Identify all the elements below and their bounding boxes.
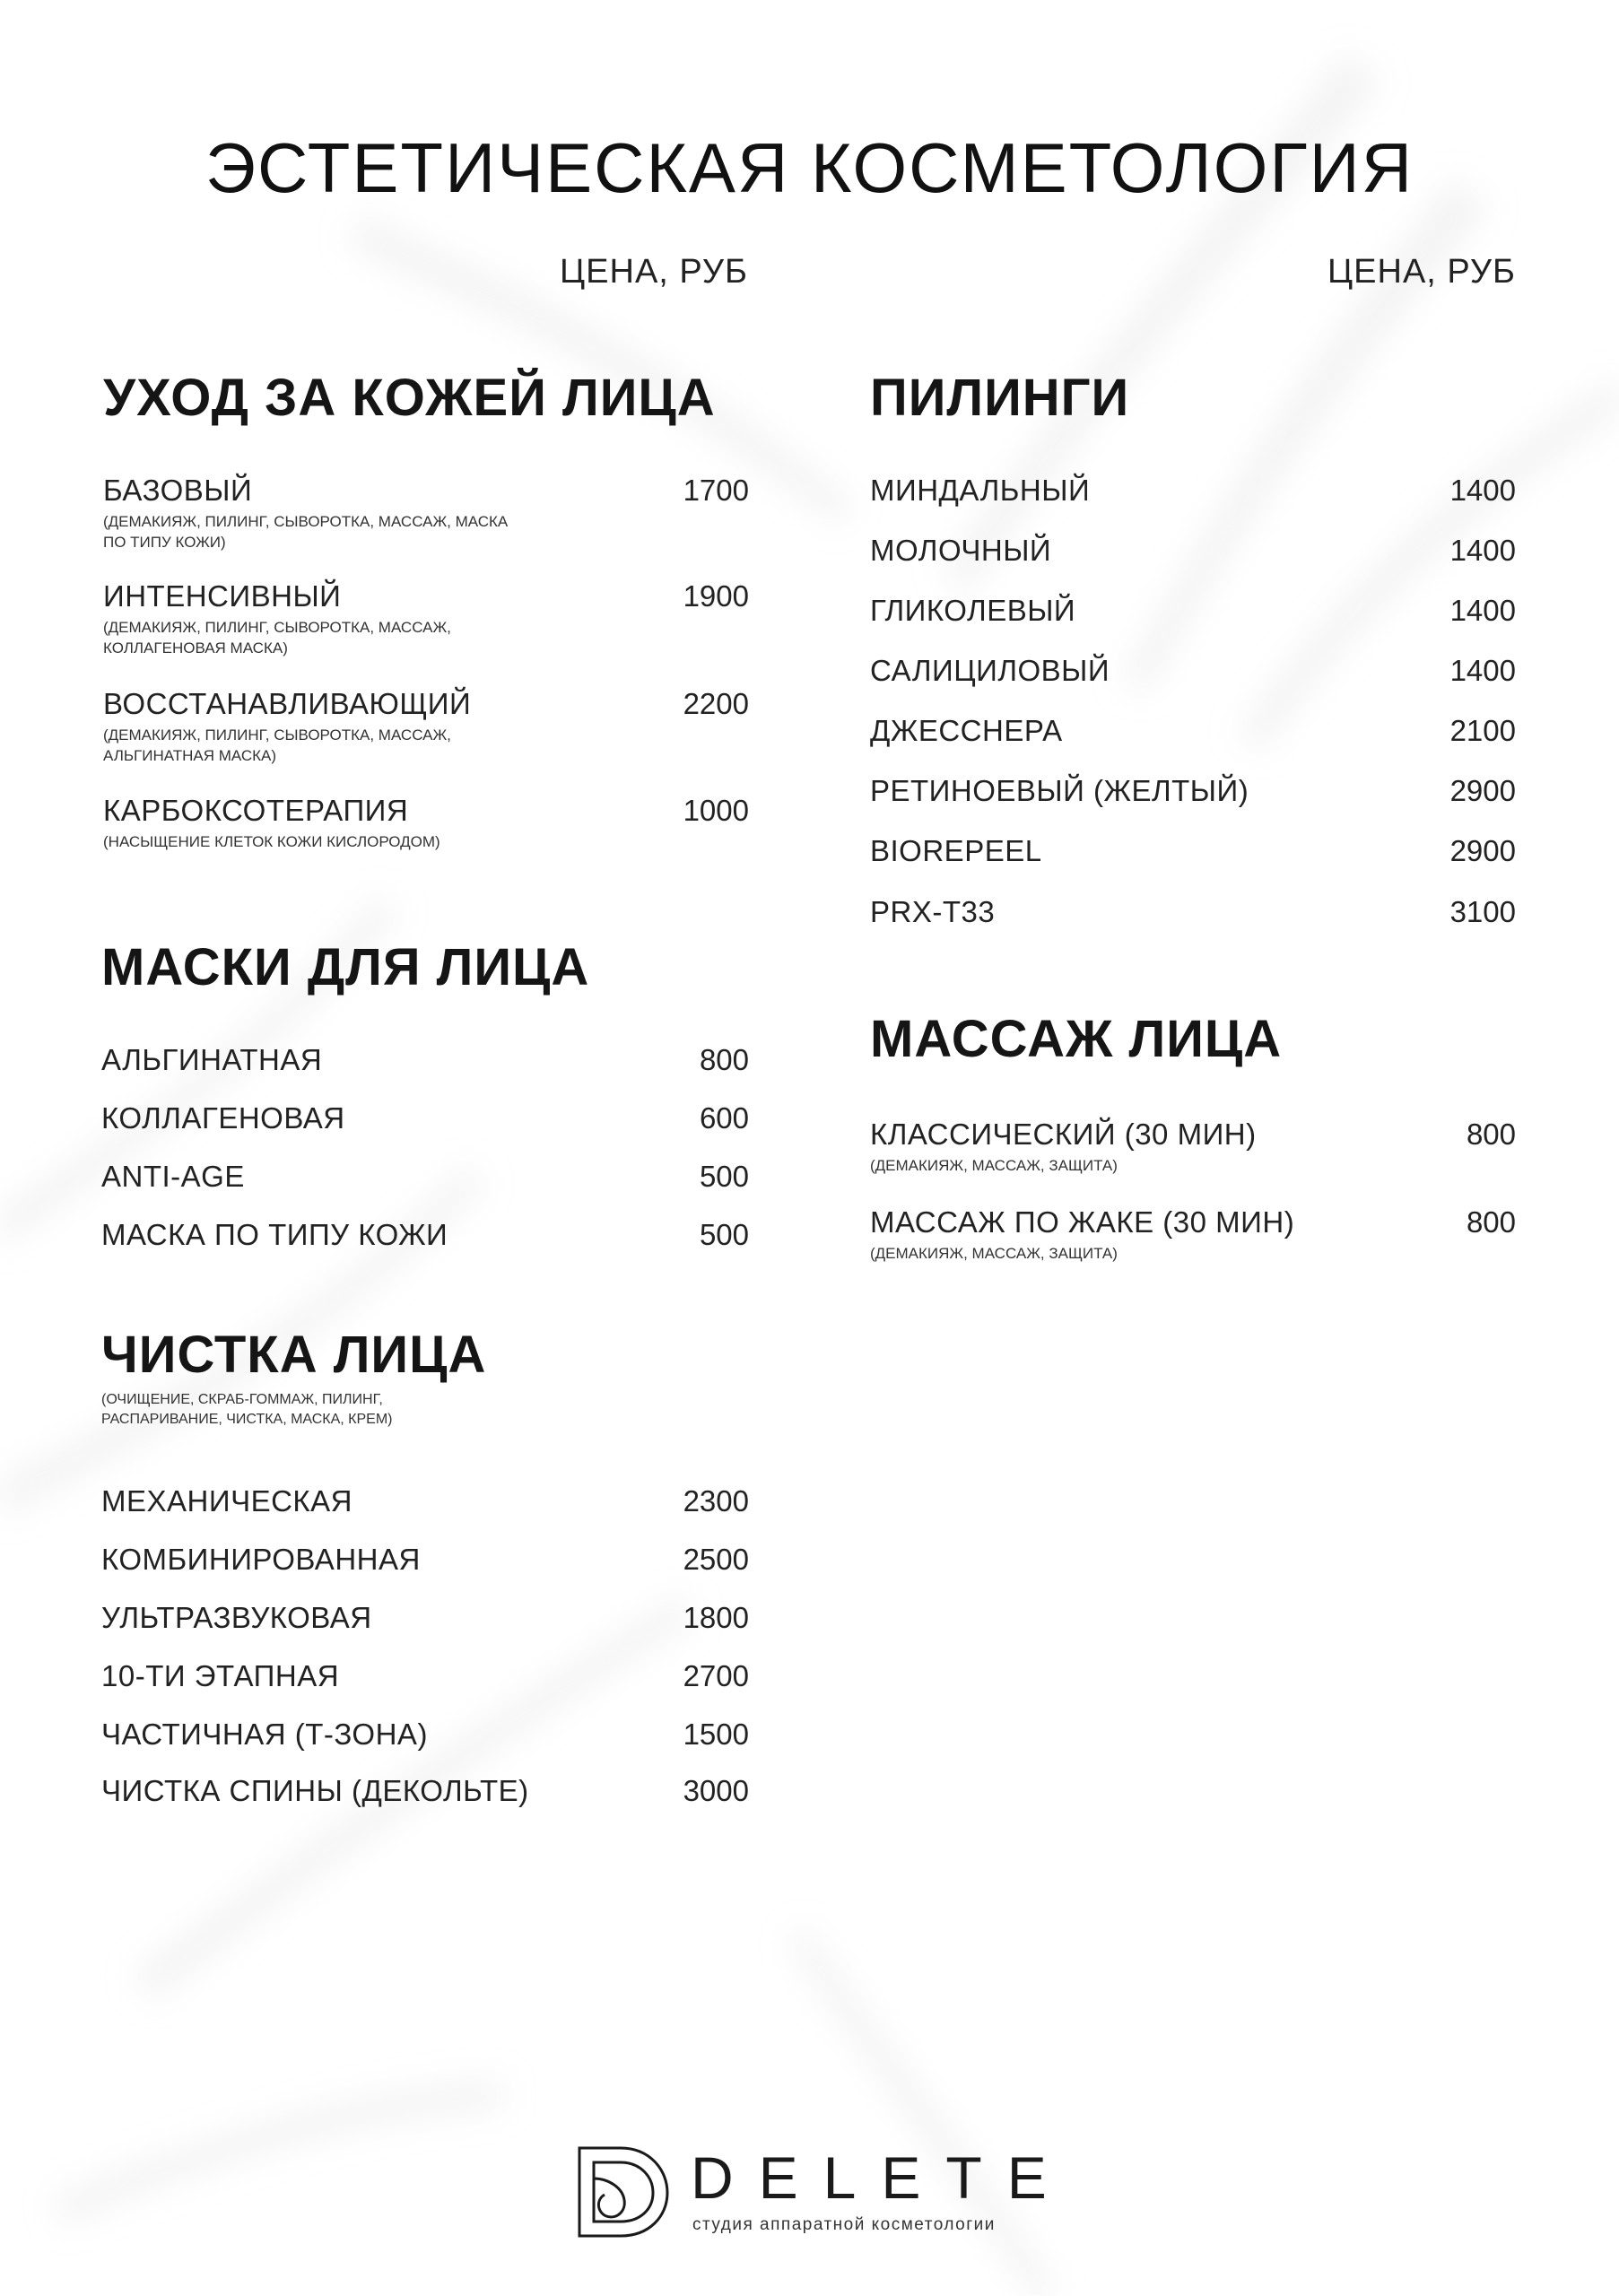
item-name: ГЛИКОЛЕВЫЙ — [870, 594, 1076, 627]
item-price: 2100 — [1449, 714, 1516, 747]
list-item — [870, 1119, 1516, 1177]
section-peels — [870, 369, 1516, 937]
item-name: ДЖЕССНЕРА — [870, 714, 1063, 747]
item-name: BIOREPEEL — [870, 834, 1042, 867]
item-price: 500 — [699, 1218, 749, 1251]
item-price: 600 — [699, 1101, 749, 1135]
item-price: 1500 — [683, 1718, 749, 1751]
item-name: МЕХАНИЧЕСКАЯ — [101, 1484, 353, 1518]
item-price: 1400 — [1449, 534, 1516, 567]
list-item — [870, 535, 1516, 565]
item-description: (НАСЫЩЕНИЕ КЛЕТОК КОЖИ КИСЛОРОДОМ) — [103, 833, 440, 850]
item-name: АЛЬГИНАТНАЯ — [101, 1043, 323, 1076]
page-title: ЭСТЕТИЧЕСКАЯ КОСМЕТОЛОГИЯ — [205, 128, 1414, 207]
section-massage — [870, 1010, 1516, 1283]
list-item — [103, 796, 749, 853]
list-item — [103, 581, 749, 659]
list-item — [870, 897, 1516, 926]
item-name: МОЛОЧНЫЙ — [870, 534, 1052, 567]
section-title: ЧИСТКА ЛИЦА — [101, 1326, 487, 1384]
item-price: 1700 — [683, 474, 749, 507]
item-description: (ДЕМАКИЯЖ, МАССАЖ, ЗАЩИТА) — [870, 1157, 1118, 1174]
item-name: ANTI-AGE — [101, 1160, 245, 1193]
item-name: САЛИЦИЛОВЫЙ — [870, 654, 1110, 687]
section-masks — [101, 938, 749, 1265]
brand-name: DELETE — [691, 2144, 1072, 2211]
item-price: 3100 — [1449, 895, 1516, 928]
list-item — [101, 1220, 749, 1249]
item-name: КЛАССИЧЕСКИЙ (30 МИН) — [870, 1118, 1257, 1151]
item-name: МАСКА ПО ТИПУ КОЖИ — [101, 1218, 448, 1251]
item-price: 800 — [699, 1043, 749, 1076]
item-price: 800 — [1466, 1118, 1516, 1151]
item-name: КОМБИНИРОВАННАЯ — [101, 1543, 421, 1576]
item-price: 1000 — [683, 794, 749, 827]
list-item — [870, 475, 1516, 505]
item-name: КАРБОКСОТЕРАПИЯ — [103, 794, 409, 827]
item-price: 500 — [699, 1160, 749, 1193]
list-item — [870, 716, 1516, 745]
list-item — [101, 1161, 749, 1191]
item-name: МАССАЖ ПО ЖАКЕ (30 МИН) — [870, 1205, 1295, 1239]
section-title: УХОД ЗА КОЖЕЙ ЛИЦА — [103, 369, 716, 427]
item-name: ЧАСТИЧНАЯ (Т-ЗОНА) — [101, 1718, 428, 1751]
item-name: ВОССТАНАВЛИВАЮЩИЙ — [103, 687, 472, 720]
section-title: ПИЛИНГИ — [870, 369, 1130, 427]
price-header-right: ЦЕНА, РУБ — [1327, 253, 1516, 291]
item-price: 2500 — [683, 1543, 749, 1576]
list-item — [870, 596, 1516, 625]
item-price: 1800 — [683, 1601, 749, 1634]
list-item — [870, 776, 1516, 805]
price-header-left: ЦЕНА, РУБ — [560, 253, 748, 291]
list-item — [103, 689, 749, 767]
item-price: 1400 — [1449, 594, 1516, 627]
list-item — [101, 1103, 749, 1133]
item-price: 2700 — [683, 1659, 749, 1692]
item-price: 2300 — [683, 1484, 749, 1518]
list-item — [870, 656, 1516, 685]
item-price: 2900 — [1449, 774, 1516, 807]
item-name: УЛЬТРАЗВУКОВАЯ — [101, 1601, 372, 1634]
list-item — [101, 1544, 749, 1574]
section-title: МАССАЖ ЛИЦА — [870, 1010, 1283, 1068]
item-name: РЕТИНОЕВЫЙ (ЖЕЛТЫЙ) — [870, 774, 1249, 807]
list-item — [870, 1207, 1516, 1265]
list-item — [101, 1045, 749, 1074]
item-name: ЧИСТКА СПИНЫ (ДЕКОЛЬТЕ) — [101, 1774, 529, 1807]
item-name: КОЛЛАГЕНОВАЯ — [101, 1101, 345, 1135]
item-price: 800 — [1466, 1205, 1516, 1239]
item-name: БАЗОВЫЙ — [103, 474, 253, 507]
item-price: 2200 — [683, 687, 749, 720]
item-name: 10-ТИ ЭТАПНАЯ — [101, 1659, 340, 1692]
item-price: 1900 — [683, 579, 749, 613]
item-description: (ДЕМАКИЯЖ, МАССАЖ, ЗАЩИТА) — [870, 1245, 1118, 1262]
list-item — [101, 1719, 749, 1749]
section-skin-care — [103, 369, 749, 874]
list-item — [101, 1603, 749, 1632]
list-item — [101, 1486, 749, 1516]
item-name: PRX-T33 — [870, 895, 996, 928]
list-item — [870, 836, 1516, 865]
item-price: 2900 — [1449, 834, 1516, 867]
item-description: (ДЕМАКИЯЖ, ПИЛИНГ, СЫВОРОТКА, МАССАЖ, АЛЬГИНАТНАЯ МАСКА) — [103, 726, 451, 764]
item-price: 1400 — [1449, 654, 1516, 687]
list-item — [101, 1776, 749, 1805]
list-item — [103, 475, 749, 553]
brand-logo — [574, 2143, 1072, 2241]
brand-subtitle: студия аппаратной косметологии — [692, 2215, 996, 2234]
section-cleaning — [101, 1326, 749, 1813]
item-description: (ДЕМАКИЯЖ, ПИЛИНГ, СЫВОРОТКА, МАССАЖ, МАСКА ПО ТИПУ КОЖИ) — [103, 513, 509, 551]
item-price: 3000 — [683, 1774, 749, 1807]
section-title: МАСКИ ДЛЯ ЛИЦА — [101, 938, 590, 996]
item-price: 1400 — [1449, 474, 1516, 507]
delete-logo-icon — [574, 2143, 673, 2241]
item-name: МИНДАЛЬНЫЙ — [870, 474, 1091, 507]
list-item — [101, 1661, 749, 1691]
section-note: (ОЧИЩЕНИЕ, СКРАБ-ГОММАЖ, ПИЛИНГ, РАСПАРИВАНИЕ, ЧИСТКА, МАСКА, КРЕМ) — [101, 1392, 393, 1427]
item-name: ИНТЕНСИВНЫЙ — [103, 579, 342, 613]
item-description: (ДЕМАКИЯЖ, ПИЛИНГ, СЫВОРОТКА, МАССАЖ, КОЛЛАГЕНОВАЯ МАСКА) — [103, 619, 451, 657]
